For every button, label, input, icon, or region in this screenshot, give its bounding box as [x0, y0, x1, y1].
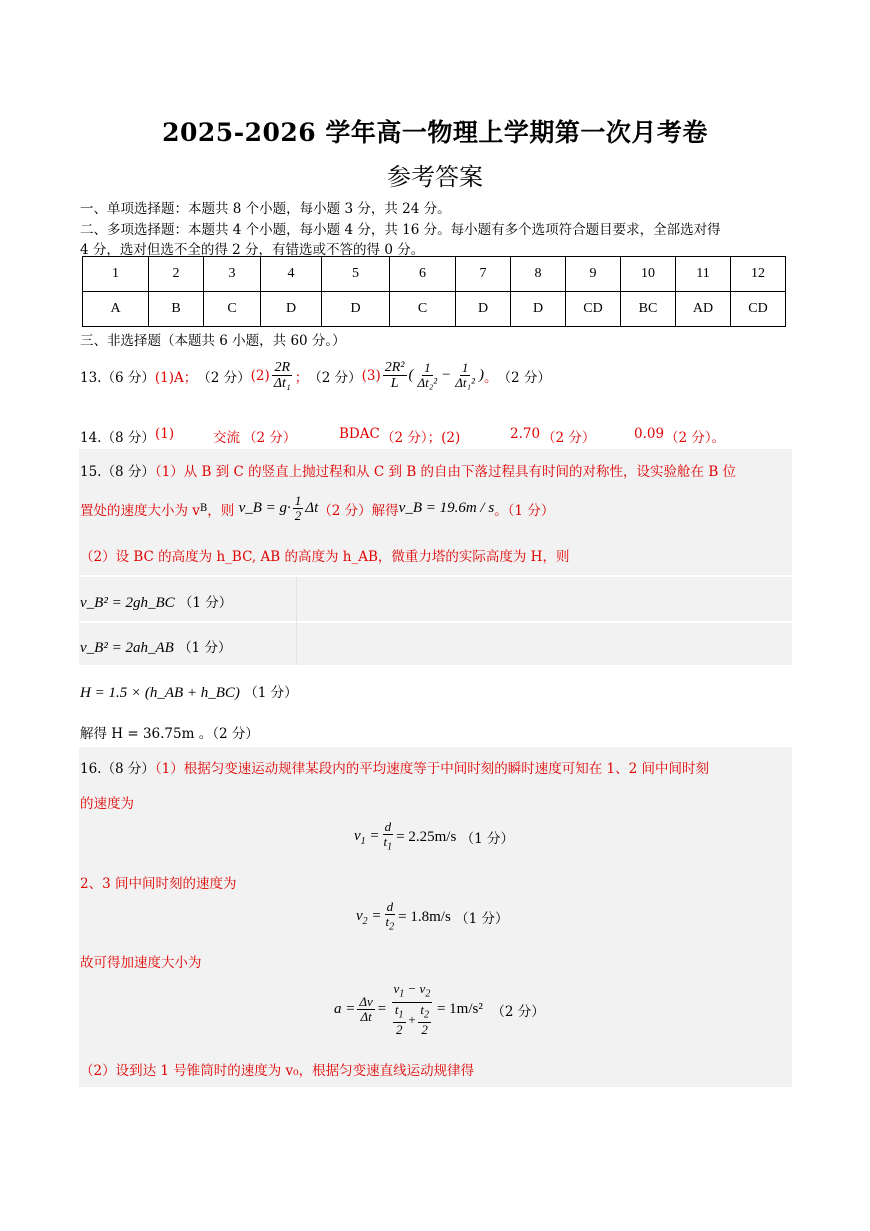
frac-numerator: 2R: [274, 360, 291, 375]
section-2-heading: 二、多项选择题：本题共 4 个小题，每小题 4 分，共 16 分。每小题有多个选项符合题目要求，全部选对得: [80, 222, 721, 238]
q15-eq4: [80, 722, 259, 742]
q13-part1: (1)A；: [154, 369, 198, 386]
q14-answer2: BDAC: [339, 426, 380, 442]
q13-score1: （2 分）: [197, 369, 251, 386]
q14-number: 14.（8 分）: [80, 430, 155, 446]
table-cell-number: 4: [261, 257, 322, 292]
q15-eq-vb: v_B = g·: [238, 500, 291, 516]
q15-eq3-formula: H = 1.5 × (h_AB + h_BC): [80, 685, 240, 701]
q13-end: 。: [483, 369, 498, 386]
q16-eq2-value: = 1.8m/s: [398, 908, 451, 925]
section-3-heading: 三、非选择题（本题共 6 小题，共 60 分。）: [80, 333, 346, 349]
table-cell-number: 6: [390, 257, 456, 292]
frac-denominator: Δt₁: [273, 376, 291, 391]
q16-eq3-score: （2 分）: [491, 1003, 545, 1020]
table-cell-number: 1: [83, 257, 149, 292]
q16-line4: 故可得加速度大小为: [80, 955, 202, 971]
table-cell-answer: BC: [621, 292, 676, 327]
q15-eq1: [80, 591, 232, 612]
frac-numerator: 2R²: [384, 360, 405, 375]
q13-fraction-3a: [416, 361, 440, 390]
q13-separator: ；: [294, 369, 309, 386]
q14-score4: （2 分）。: [665, 430, 726, 446]
q16-eq3-value: = 1m/s²: [436, 1001, 483, 1018]
table-cell-answer: D: [456, 292, 511, 327]
q15-eq4-score: 。（2 分）: [198, 726, 259, 742]
q16-eq3-frac2: $v_1 - v_2$ $\frac{t_1}{2}$ + $\frac{t_2}{2}$: [393, 981, 431, 1038]
table-cell-number: 11: [676, 257, 731, 292]
table-cell-number: 2: [149, 257, 204, 292]
table-cell-number: 3: [204, 257, 261, 292]
q16-eq2-frac: $\frac{d}{t_2}$: [385, 899, 395, 933]
column-divider: [296, 577, 297, 665]
q15-text2a: 置处的速度大小为 v: [80, 502, 200, 519]
frac-denominator: 2: [294, 508, 302, 523]
q15-score-a: （2 分）解得: [318, 502, 399, 519]
q16-line2: 的速度为: [80, 796, 134, 812]
table-cell-answer: CD: [566, 292, 621, 327]
q14-answer3: 2.70: [510, 426, 541, 442]
frac-denominator: L: [390, 376, 399, 391]
q16-eq1-score: （1 分）: [460, 831, 514, 848]
q14-score2: （2 分）；(2): [381, 430, 461, 446]
q16-eq1-value: = 2.25m/s: [396, 828, 457, 845]
table-cell-number: 9: [566, 257, 621, 292]
q15-result: v_B = 19.6m / s: [398, 500, 495, 516]
table-cell-answer: C: [390, 292, 456, 327]
q15-text2b: ，则: [207, 502, 235, 519]
table-cell-number: 5: [322, 257, 390, 292]
table-cell-answer: AD: [676, 292, 731, 327]
table-cell-answer: D: [511, 292, 566, 327]
frac-denominator: Δt₂²: [417, 375, 438, 390]
q16-eq1: $v_1$ = $\frac{d}{t_1}$ = 2.25m/s （1 分）: [354, 819, 514, 853]
q15-line1: [80, 460, 736, 480]
table-cell-answer: A: [83, 292, 149, 327]
q13-fraction-3b: [453, 361, 477, 390]
q15-eq1-score: （1 分）: [178, 595, 233, 611]
q15-eq4-formula: 解得 H = 36.75m: [80, 726, 195, 742]
q16-eq3: a = $\frac{\Delta v}{\Delta t}$ = $v_1 - v_2$ $\frac{t_1}{2}$ + $\frac{t_2}{2}$ = 1m/s² （2 分）: [334, 981, 545, 1038]
frac-numerator: 1: [424, 360, 431, 375]
q15-eq3: [80, 681, 298, 702]
q16-number: 16.（8 分）: [80, 761, 155, 777]
table-cell-answer: CD: [731, 292, 786, 327]
q15-score-b: 。（1 分）: [494, 502, 555, 519]
q15-number: 15.（8 分）: [80, 464, 155, 480]
q16-eq3-frac1: $\frac{\Delta v}{\Delta t}$: [359, 994, 373, 1025]
q16-line3: 2、3 间中间时刻的速度为: [80, 876, 237, 892]
q15-eq2-formula: v_B² = 2ah_AB: [80, 640, 174, 656]
q15-eq2-score: （1 分）: [178, 640, 232, 656]
answer-table-number-row: [83, 257, 786, 292]
table-cell-number: 12: [731, 257, 786, 292]
q13-score2: （2 分）: [308, 369, 362, 386]
q13-fraction-2: [272, 360, 293, 391]
table-cell-number: 8: [511, 257, 566, 292]
table-cell-answer: B: [149, 292, 204, 327]
q16-text1: （1）根据匀变速运动规律某段内的平均速度等于中间时刻的瞬时速度可知在 1、2 间中间时刻: [154, 761, 709, 777]
q16-eq1-frac: $\frac{d}{t_1}$: [383, 819, 393, 853]
q15-text1: （1）从 B 到 C 的竖直上抛过程和从 C 到 B 的自由下落过程具有时间的对称性，设实验舱在 B 位: [154, 464, 737, 480]
table-cell-number: 7: [456, 257, 511, 292]
q13-part2: (2): [250, 367, 270, 384]
frac-numerator: 1: [461, 360, 469, 375]
q15-line2: 置处的速度大小为 v B ，则 v_B = g· $\frac{1}{2}$ Δt （2 分）解得 v_B = 19.6m / s 。（1 分）: [80, 493, 555, 523]
q16-eq2-score: （1 分）: [455, 911, 509, 928]
table-cell-number: 10: [621, 257, 676, 292]
table-cell-answer: C: [204, 292, 261, 327]
q14-answer4: 0.09: [634, 426, 665, 442]
q14-answer1: 交流: [213, 430, 240, 446]
q13-score3: （2 分）: [497, 369, 551, 386]
q15-eq1-formula: v_B² = 2gh_BC: [80, 595, 175, 611]
q15-eq3-score: （1 分）: [244, 685, 298, 701]
q13-part3: (3): [361, 367, 381, 384]
answer-table: [82, 256, 786, 327]
q15-half: [293, 494, 304, 523]
q14-part1: (1): [155, 426, 175, 442]
page-title: 2025-2026 学年高一物理上学期第一次月考卷: [162, 118, 708, 147]
q16-line5: （2）设到达 1 号锥筒时的速度为 v₀，根据匀变速直线运动规律得: [80, 1063, 475, 1079]
q13-line: 13.（6 分） (1)A； （2 分） (2) $\frac{2R}{\text{Δt₁}}$ ； （2 分） (3) $\frac{\text{2R²}}{L}$ ( $\frac{1}{\text{Δt₂²}}$ − $\frac{1}{\text{Δt₁²}}$ ) 。 （2 分）: [80, 360, 551, 391]
table-cell-answer: D: [261, 292, 322, 327]
q14-score3: （2 分）: [542, 430, 596, 446]
q15-dt: Δt: [305, 500, 319, 516]
frac-numerator: 1: [294, 493, 302, 508]
q13-number: 13.（6 分）: [80, 369, 155, 386]
q16-eq2: $v_2$ = $\frac{d}{t_2}$ = 1.8m/s （1 分）: [356, 899, 509, 933]
section-1-heading: 一、单项选择题：本题共 8 个小题，每小题 3 分，共 24 分。: [80, 201, 451, 217]
q15-line3: （2）设 BC 的高度为 h_BC, AB 的高度为 h_AB，微重力塔的实际高度为 H，则: [80, 549, 570, 565]
q14-score1: （2 分）: [243, 430, 297, 446]
q16-line1: [80, 757, 709, 777]
section-2-note: 4 分，选对但选不全的得 2 分，有错选或不答的得 0 分。: [80, 242, 425, 258]
answer-table-answer-row: [83, 292, 786, 327]
table-cell-answer: D: [322, 292, 390, 327]
q13-fraction-3: [383, 360, 407, 391]
q15-eq2: [80, 636, 231, 657]
frac-denominator: Δt₁²: [455, 375, 475, 390]
page-subtitle: 参考答案: [387, 163, 483, 191]
